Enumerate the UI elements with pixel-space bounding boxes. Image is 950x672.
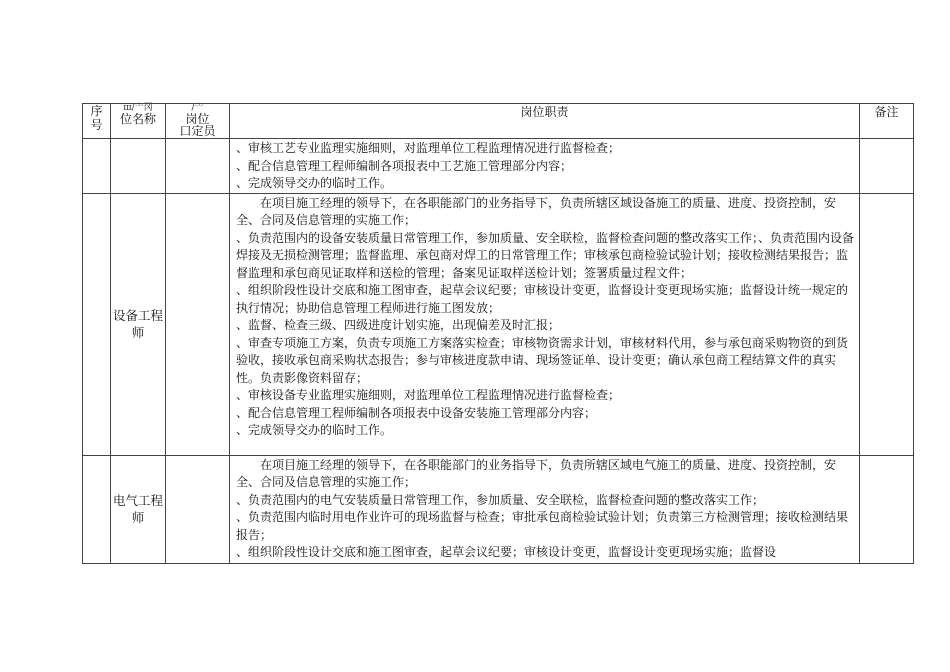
cell-post bbox=[166, 139, 230, 194]
header-role-text: 位名称 bbox=[119, 112, 156, 126]
duty-line: 、完成领导交办的临时工作。 bbox=[236, 423, 393, 437]
duty-line: 、完成领导交办的临时工作。 bbox=[236, 176, 393, 190]
header-duty-text: 岗位职责 bbox=[520, 105, 569, 119]
cell-no bbox=[83, 139, 111, 194]
cell-role bbox=[111, 455, 166, 563]
cell-duty bbox=[230, 139, 860, 194]
cell-no bbox=[83, 455, 111, 563]
cell-post bbox=[166, 193, 230, 455]
table-row bbox=[83, 193, 914, 455]
cell-post bbox=[166, 455, 230, 563]
cell-note bbox=[860, 193, 914, 455]
role-equipment-engineer: 设备工程 师 bbox=[112, 308, 163, 340]
header-note bbox=[860, 104, 914, 139]
duty-line: 、审核设备专业监理实施细则，对监理单位工程监理情况进行监督检查； bbox=[236, 388, 621, 402]
header-role bbox=[111, 104, 166, 139]
table-row bbox=[83, 139, 914, 194]
header-row bbox=[83, 104, 914, 139]
header-no-text: 序 号 bbox=[90, 104, 103, 132]
duty-line: 、审查专项施工方案，负责专项施工方案落实检查；审核物资需求计划，审核材料代用，参与承包商采购物资的到货验收，接收承包商采购状态报告；参与审核进度款申请、现场签证单、设计变更；确认承包商工程结算文件的真实性。负责影像资料留存； bbox=[236, 335, 849, 385]
header-post-top: /亠 bbox=[191, 103, 204, 113]
header-post-bot: 口定员 bbox=[179, 124, 216, 138]
header-post-mid: 岗位 bbox=[185, 112, 210, 126]
duty-line: 、配合信息管理工程师编制各项报表中设备安装施工管理部分内容； bbox=[236, 405, 597, 420]
cell-duty bbox=[230, 193, 860, 455]
header-no bbox=[83, 104, 111, 139]
cell-note bbox=[860, 455, 914, 563]
header-role-top: ш/亠冈 bbox=[123, 103, 153, 113]
duty-line: 、审核工艺专业监理实施细则，对监理单位工程监理情况进行监督检查； bbox=[236, 141, 621, 155]
duty-line: 、监督、检查三级、四级进度计划实施，出现偏差及时汇报； bbox=[236, 318, 561, 332]
header-post bbox=[166, 104, 230, 139]
duty-table bbox=[82, 103, 914, 564]
cell-role bbox=[111, 139, 166, 194]
role-electrical-engineer: 电气工程 师 bbox=[112, 493, 163, 525]
duty-line: 、配合信息管理工程师编制各项报表中工艺施工管理部分内容； bbox=[236, 158, 573, 173]
duty-line: 、组织阶段性设计交底和施工图审查，起草会议纪要；审核设计变更，监督设计变更现场实施；监督设计统一规定的执行情况；协助信息管理工程师进行施工图发放； bbox=[236, 283, 849, 315]
cell-no bbox=[83, 193, 111, 455]
duty-line: 、负责范围内的设备安装质量日常管理工作，参加质量、安全联检，监督检查问题的整改落实工作；、负责范围内设备焊接及无损检测管理；监督监理、承包商对焊工的日常管理工作；审核承包商检验试验计划；接收检测结果报告；监督监理和承包商见证取样和送检的管理；备案见证取样送检计划；签署质量过程文件； bbox=[236, 230, 855, 280]
duty-line: 在项目施工经理的领导下，在各职能部门的业务指导下，负责所辖区域电气施工的质量、进度、投资控制，安全、合同及信息管理的实施工作； bbox=[236, 457, 837, 489]
cell-duty bbox=[230, 455, 860, 563]
duty-line: 、负责范围内临时用电作业许可的现场监督与检查；审批承包商检验试验计划；负责第三方检测管理；接收检测结果报告； bbox=[236, 510, 849, 542]
header-note-text: 备注 bbox=[874, 105, 899, 119]
header-duty bbox=[230, 104, 860, 139]
duty-line: 、组织阶段性设计交底和施工图审查，起草会议纪要；审核设计变更，监督设计变更现场实施；监督设 bbox=[236, 545, 777, 559]
duty-line: 、负责范围内的电气安装质量日常管理工作，参加质量、安全联检，监督检查问题的整改落实工作； bbox=[236, 492, 765, 507]
duty-line: 在项目施工经理的领导下，在各职能部门的业务指导下，负责所辖区域设备施工的质量、进度、投资控制，安全、合同及信息管理的实施工作； bbox=[236, 195, 837, 227]
cell-note bbox=[860, 139, 914, 194]
table-row bbox=[83, 455, 914, 563]
cell-role bbox=[111, 193, 166, 455]
